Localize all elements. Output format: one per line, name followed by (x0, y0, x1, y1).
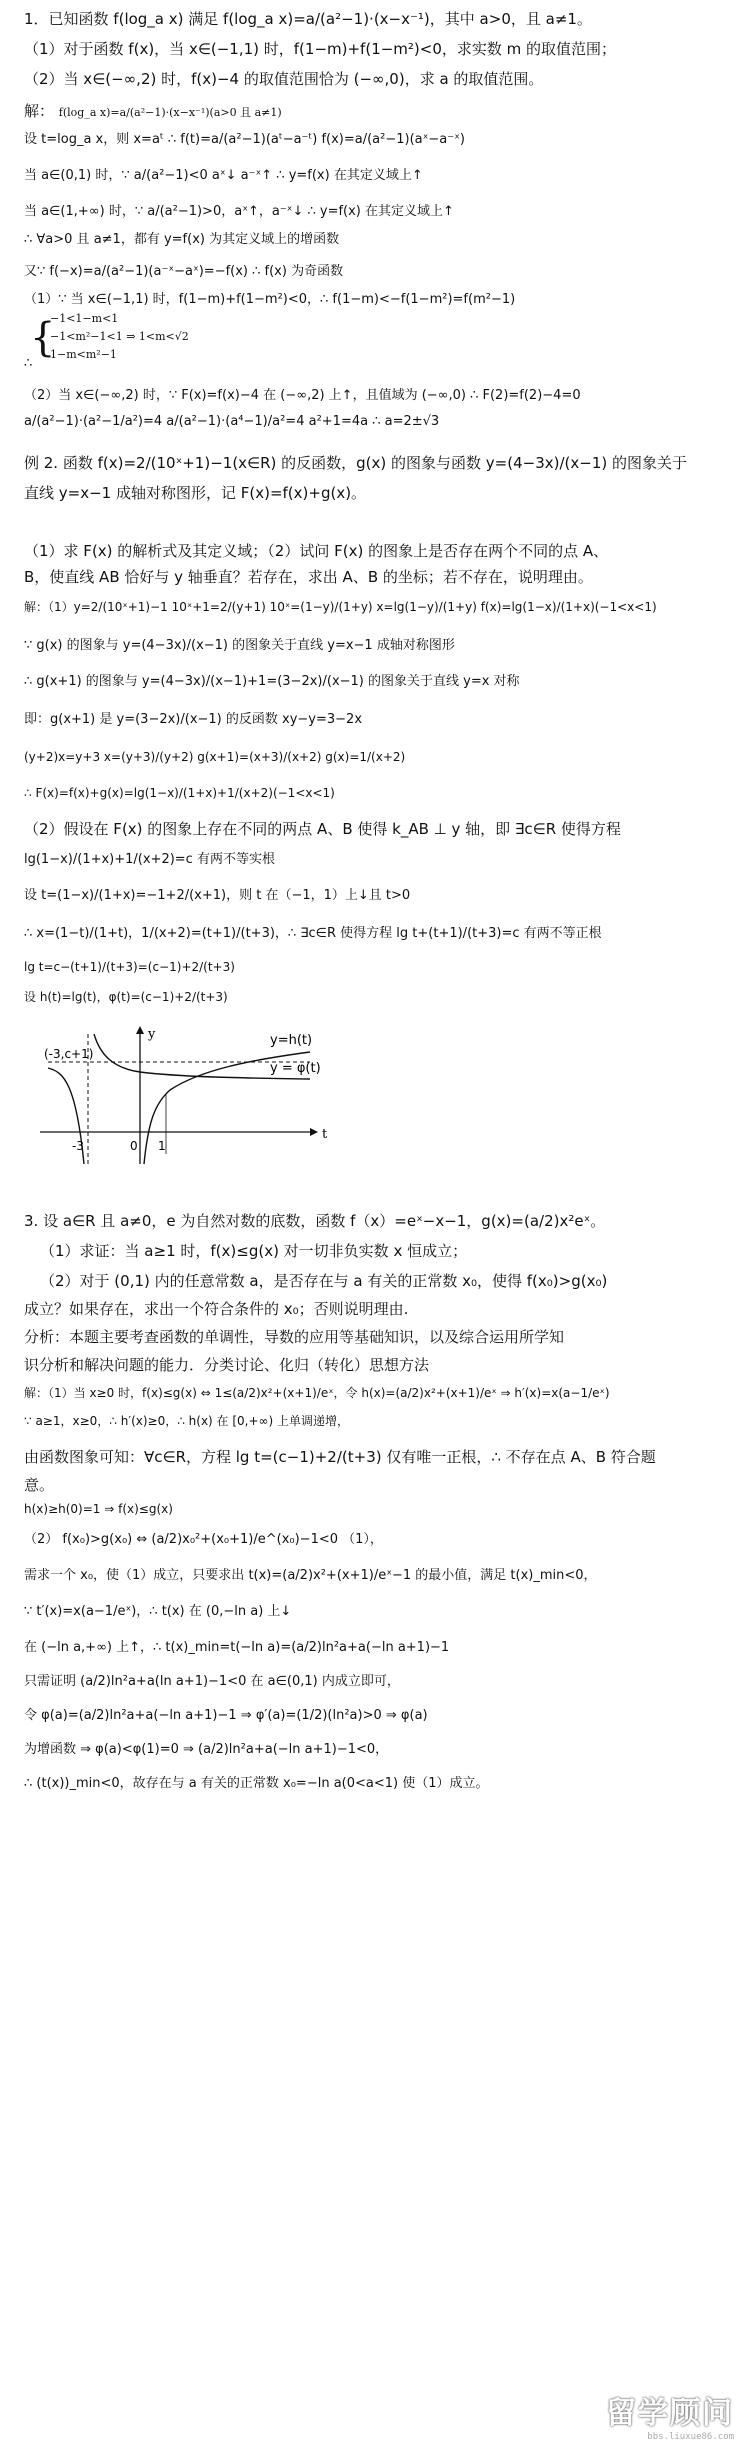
tick-1: 1 (158, 1139, 166, 1153)
problem2-title-line2: 直线 y=x−1 成轴对称图形，记 F(x)=f(x)+g(x)。 (24, 484, 367, 502)
p3-solution-11: ∴ (t(x))_min<0，故存在与 a 有关的正常数 x₀=−ln a(0<a<1) 使（1）成立。 (24, 1776, 489, 1791)
p3-solution-4: （2） f(x₀)>g(x₀) ⇔ (a/2)x₀²+(x₀+1)/e^(x₀)−1<0 （1）， (24, 1532, 383, 1547)
p2-solution-1: 解：（1）y=2/(10ˣ+1)−1 10ˣ+1=2/(y+1) 10ˣ=(1−y)/(1+y) x=lg(1−y)/(1+y) f(x)=lg(1−x)/(1+x)(−1<x<1) (24, 600, 657, 614)
analysis-line2: 识分析和解决问题的能力．分类讨论、化归（转化）思想方法 (24, 1356, 430, 1374)
watermark-url: bbs.liuxue86.com (647, 2432, 734, 2442)
p2-solution-4: 即：g(x+1) 是 y=(3−2x)/(x−1) 的反函数 xy−y=3−2x (24, 712, 363, 727)
p2-solution-10: ∴ x=(1−t)/(1+t)，1/(x+2)=(t+1)/(t+3)，∴ ∃c∈R 使得方程 lg t+(t+1)/(t+3)=c 有两不等正根 (24, 926, 602, 941)
therefore-mark: ∴ (24, 356, 33, 371)
system-row-3: 1−m<m²−1 (50, 348, 117, 361)
system-row-1: −1<1−m<1 (50, 312, 119, 325)
y-axis-arrow-icon (136, 1026, 144, 1034)
t-axis-arrow-icon (310, 1128, 318, 1136)
h-label: y=h(t) (270, 1033, 313, 1048)
p2-solution-5: (y+2)x=y+3 x=(y+3)/(y+2) g(x+1)=(x+3)/(x+2) g(x)=1/(x+2) (24, 750, 406, 764)
problem2-question-line2: B，使直线 AB 恰好与 y 轴垂直？若存在，求出 A、B 的坐标；若不存在，说明理由。 (24, 568, 593, 586)
y-axis-label: y (148, 1027, 156, 1042)
brace-icon: { (30, 315, 56, 361)
solution-label: 解： (24, 102, 55, 120)
p2-solution-14: 意。 (24, 1476, 55, 1494)
problem1-title: 1．已知函数 f(log_a x) 满足 f(log_a x)=a/(a²−1)·(x−x⁻¹)，其中 a>0，且 a≠1。 (24, 10, 592, 28)
function-graph (40, 1024, 370, 1170)
problem2-question-line1: （1）求 F(x) 的解析式及其定义域；（2）试问 F(x) 的图象上是否存在两个不同的点 A、 (24, 542, 609, 560)
p2-solution-7: （2）假设在 F(x) 的图象上存在不同的两点 A、B 使得 k_AB ⊥ y 轴，即 ∃c∈R 使得方程 (24, 820, 621, 838)
tick-neg3: -3 (72, 1139, 84, 1153)
p3-solution-7: 在 (−ln a,+∞) 上↑，∴ t(x)_min=t(−ln a)=(a/2)ln²a+a(−ln a+1)−1 (24, 1640, 450, 1655)
problem3-title: 3. 设 a∈R 且 a≠0，e 为自然对数的底数，函数 f（x）=eˣ−x−1，g(x)=(a/2)x²eˣ。 (24, 1212, 606, 1230)
p3-solution-6: ∵ t′(x)=x(a−1/eˣ)，∴ t(x) 在 (0,−ln a) 上↓ (24, 1604, 292, 1619)
analysis-line1: 分析：本题主要考查函数的单调性，导数的应用等基础知识，以及综合运用所学知 (24, 1328, 565, 1346)
p2-solution-2: ∵ g(x) 的图象与 y=(4−3x)/(x−1) 的图象关于直线 y=x−1 成轴对称图形 (24, 638, 455, 653)
p3-solution-8: 只需证明 (a/2)ln²a+a(ln a+1)−1<0 在 a∈(0,1) 内成立即可， (24, 1674, 400, 1689)
p3-solution-5: 需求一个 x₀，使（1）成立，只要求出 t(x)=(a/2)x²+(x+1)/eˣ−1 的最小值，满足 t(x)_min<0， (24, 1568, 597, 1583)
problem1-part2: （2）当 x∈(−∞,2) 时，f(x)−4 的取值范围恰为 (−∞,0)，求 a 的取值范围。 (24, 70, 544, 88)
solution-line-7: （2）当 x∈(−∞,2) 时，∵ F(x)=f(x)−4 在 (−∞,2) 上↑，且值域为 (−∞,0) ∴ F(2)=f(2)−4=0 (24, 388, 581, 403)
p3-solution-3: h(x)≥h(0)=1 ⇒ f(x)≤g(x) (24, 1502, 173, 1516)
solution-line-4: ∴ ∀a>0 且 a≠1，都有 y=f(x) 为其定义域上的增函数 (24, 232, 340, 247)
point-label: (-3,c+1) (44, 1047, 94, 1061)
tick-0: 0 (130, 1139, 138, 1153)
solution-line-3: 当 a∈(1,+∞) 时，∵ a/(a²−1)>0，aˣ↑，a⁻ˣ↓ ∴ y=f(x) 在其定义域上↑ (24, 204, 454, 219)
solution-line-0 (24, 100, 722, 124)
p2-solution-9: 设 t=(1−x)/(1+x)=−1+2/(x+1)，则 t 在（−1，1）上↓且 t>0 (24, 888, 411, 903)
problem3-q3: 成立？如果存在，求出一个符合条件的 x₀；否则说明理由. (24, 1300, 409, 1318)
problem3-q1: （1）求证：当 a≥1 时，f(x)≤g(x) 对一切非负实数 x 恒成立； (40, 1242, 468, 1260)
solution-line-2: 当 a∈(0,1) 时，∵ a/(a²−1)<0 aˣ↓ a⁻ˣ↑ ∴ y=f(x) 在其定义域上↑ (24, 168, 423, 183)
solution-line-5: 又∵ f(−x)=a/(a²−1)(a⁻ˣ−aˣ)=−f(x) ∴ f(x) 为奇函数 (24, 264, 344, 279)
p2-solution-11: lg t=c−(t+1)/(t+3)=(c−1)+2/(t+3) (24, 960, 235, 974)
watermark-brand: 留学顾问 (606, 2396, 734, 2431)
problem1-part1: （1）对于函数 f(x)，当 x∈(−1,1) 时，f(1−m)+f(1−m²)<0，求实数 m 的取值范围； (24, 40, 617, 58)
p2-solution-13: 由函数图象可知：∀c∈R，方程 lg t=(c−1)+2/(t+3) 仅有唯一正根，∴ 不存在点 A、B 符合题 (24, 1448, 656, 1466)
p2-solution-6: ∴ F(x)=f(x)+g(x)=lg(1−x)/(1+x)+1/(x+2)(−1<x<1) (24, 786, 335, 800)
solution-line-6: （1）∵ 当 x∈(−1,1) 时，f(1−m)+f(1−m²)<0，∴ f(1−m)<−f(1−m²)=f(m²−1) (24, 292, 516, 307)
solution-line-8: a/(a²−1)·(a²−1/a²)=4 a/(a²−1)·(a⁴−1)/a²=4 a²+1=4a ∴ a=2±√3 (24, 414, 440, 429)
problem2-title-line1: 例 2. 函数 f(x)=2/(10ˣ+1)−1(x∈R) 的反函数，g(x) 的图象与函数 y=(4−3x)/(x−1) 的图象关于 (24, 454, 687, 472)
solution-formula: f(log_a x)=a/(a²−1)·(x−x⁻¹)(a>0 且 a≠1) (58, 106, 282, 119)
solution-line-1: 设 t=log_a x，则 x=aᵗ ∴ f(t)=a/(a²−1)(aᵗ−a⁻ᵗ) f(x)=a/(a²−1)(aˣ−a⁻ˣ) (24, 132, 465, 147)
p3-solution-9: 令 φ(a)=(a/2)ln²a+a(−ln a+1)−1 ⇒ φ′(a)=(1/2)(ln²a)>0 ⇒ φ(a) (24, 1708, 428, 1723)
p3-solution-2: ∵ a≥1，x≥0，∴ h′(x)≥0，∴ h(x) 在 [0,+∞) 上单调递增， (24, 1414, 350, 1428)
problem3-q2: （2）对于 (0,1) 内的任意常数 a，是否存在与 a 有关的正常数 x₀，使得 f(x₀)>g(x₀) (40, 1272, 608, 1290)
p2-solution-12: 设 h(t)=lg(t)，φ(t)=(c−1)+2/(t+3) (24, 990, 228, 1004)
p3-solution-1: 解：（1）当 x≥0 时，f(x)≤g(x) ⇔ 1≤(a/2)x²+(x+1)/eˣ，令 h(x)=(a/2)x²+(x+1)/eˣ ⇒ h′(x)=x(a−1/eˣ) (24, 1386, 610, 1400)
system-row-2: −1<m²−1<1 ⇒ 1<m<√2 (50, 330, 189, 343)
t-axis-label: t (322, 1127, 328, 1142)
p2-solution-3: ∴ g(x+1) 的图象与 y=(4−3x)/(x−1)+1=(3−2x)/(x−1) 的图象关于直线 y=x 对称 (24, 674, 520, 689)
phi-label: y = φ(t) (270, 1061, 321, 1076)
p3-solution-10: 为增函数 ⇒ φ(a)<φ(1)=0 ⇒ (a/2)ln²a+a(−ln a+1)−1<0， (24, 1742, 389, 1757)
p2-solution-8: lg(1−x)/(1+x)+1/(x+2)=c 有两不等实根 (24, 852, 275, 867)
